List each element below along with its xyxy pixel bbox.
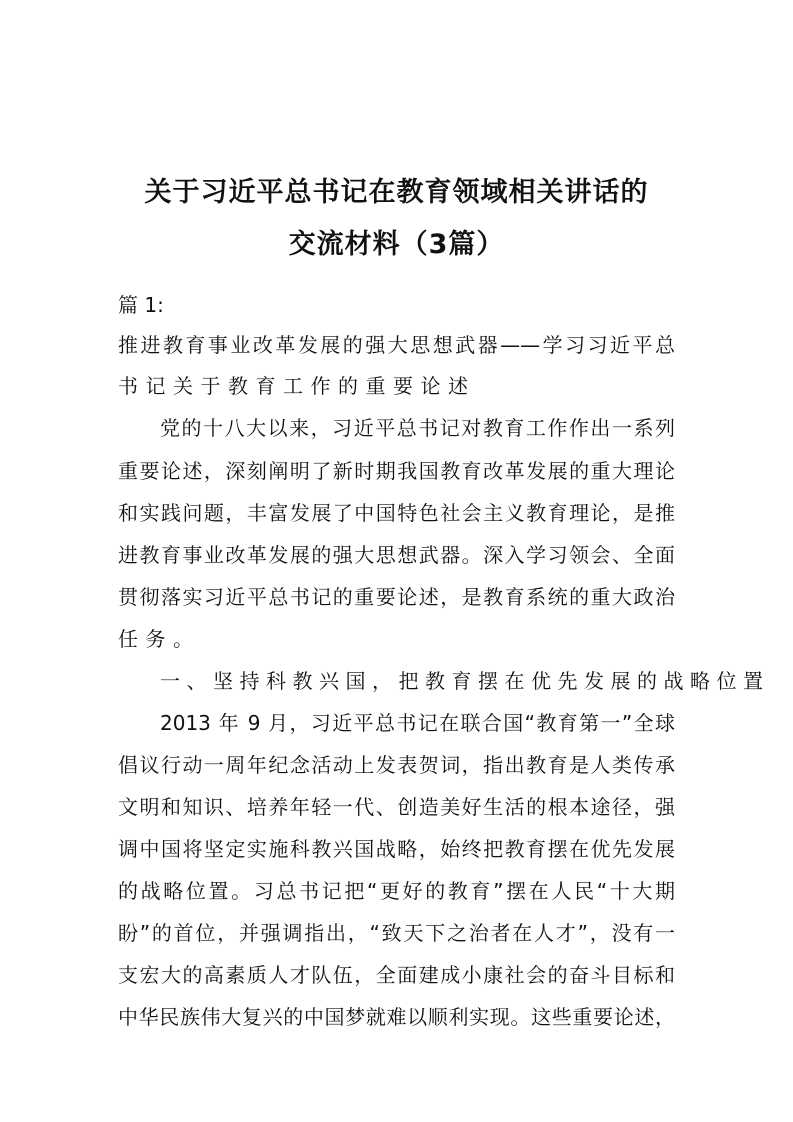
paragraph-line: 党的十八大以来，习近平总书记对教育工作作出一系列	[160, 416, 675, 440]
subtitle-line-2: 书记关于教育工作的重要论述	[118, 374, 476, 398]
paragraph-line: 重要论述，深刻阐明了新时期我国教育改革发展的重大理论	[118, 459, 675, 483]
paragraph-line: 盼”的首位，并强调指出，“致天下之治者在人才”，没有一	[118, 921, 675, 945]
paragraph-line: 中华民族伟大复兴的中国梦就难以顺利实现。这些重要论述，	[118, 1005, 675, 1029]
subtitle-line-1: 推进教育事业改革发展的强大思想武器——学习习近平总	[118, 333, 675, 357]
paragraph-line: 2013 年 9 月，习近平总书记在联合国“教育第一”全球	[160, 711, 675, 735]
paragraph-line: 和实践问题，丰富发展了中国特色社会主义教育理论，是推	[118, 501, 675, 525]
paragraph-line: 进教育事业改革发展的强大思想武器。深入学习领会、全面	[118, 543, 675, 567]
paragraph-line: 任务。	[118, 627, 201, 651]
section-heading: 一、坚持科教兴国，把教育摆在优先发展的战略位置	[160, 669, 770, 693]
paragraph-line: 调中国将坚定实施科教兴国战略，始终把教育摆在优先发展	[118, 837, 675, 861]
document-title-line-1: 关于习近平总书记在教育领域相关讲话的	[144, 177, 649, 208]
paragraph-line: 文明和知识、培养年轻一代、创造美好生活的根本途径，强	[118, 795, 675, 819]
paragraph-line: 贯彻落实习近平总书记的重要论述，是教育系统的重大政治	[118, 585, 675, 609]
paragraph-line: 倡议行动一周年纪念活动上发表贺词，指出教育是人类传承	[118, 753, 675, 777]
section-label: 篇 1:	[118, 293, 164, 317]
paragraph-line: 支宏大的高素质人才队伍，全面建成小康社会的奋斗目标和	[118, 963, 675, 987]
document-title-line-2: 交流材料（3篇）	[288, 229, 505, 260]
paragraph-line: 的战略位置。习总书记把“更好的教育”摆在人民“十大期	[118, 879, 675, 903]
